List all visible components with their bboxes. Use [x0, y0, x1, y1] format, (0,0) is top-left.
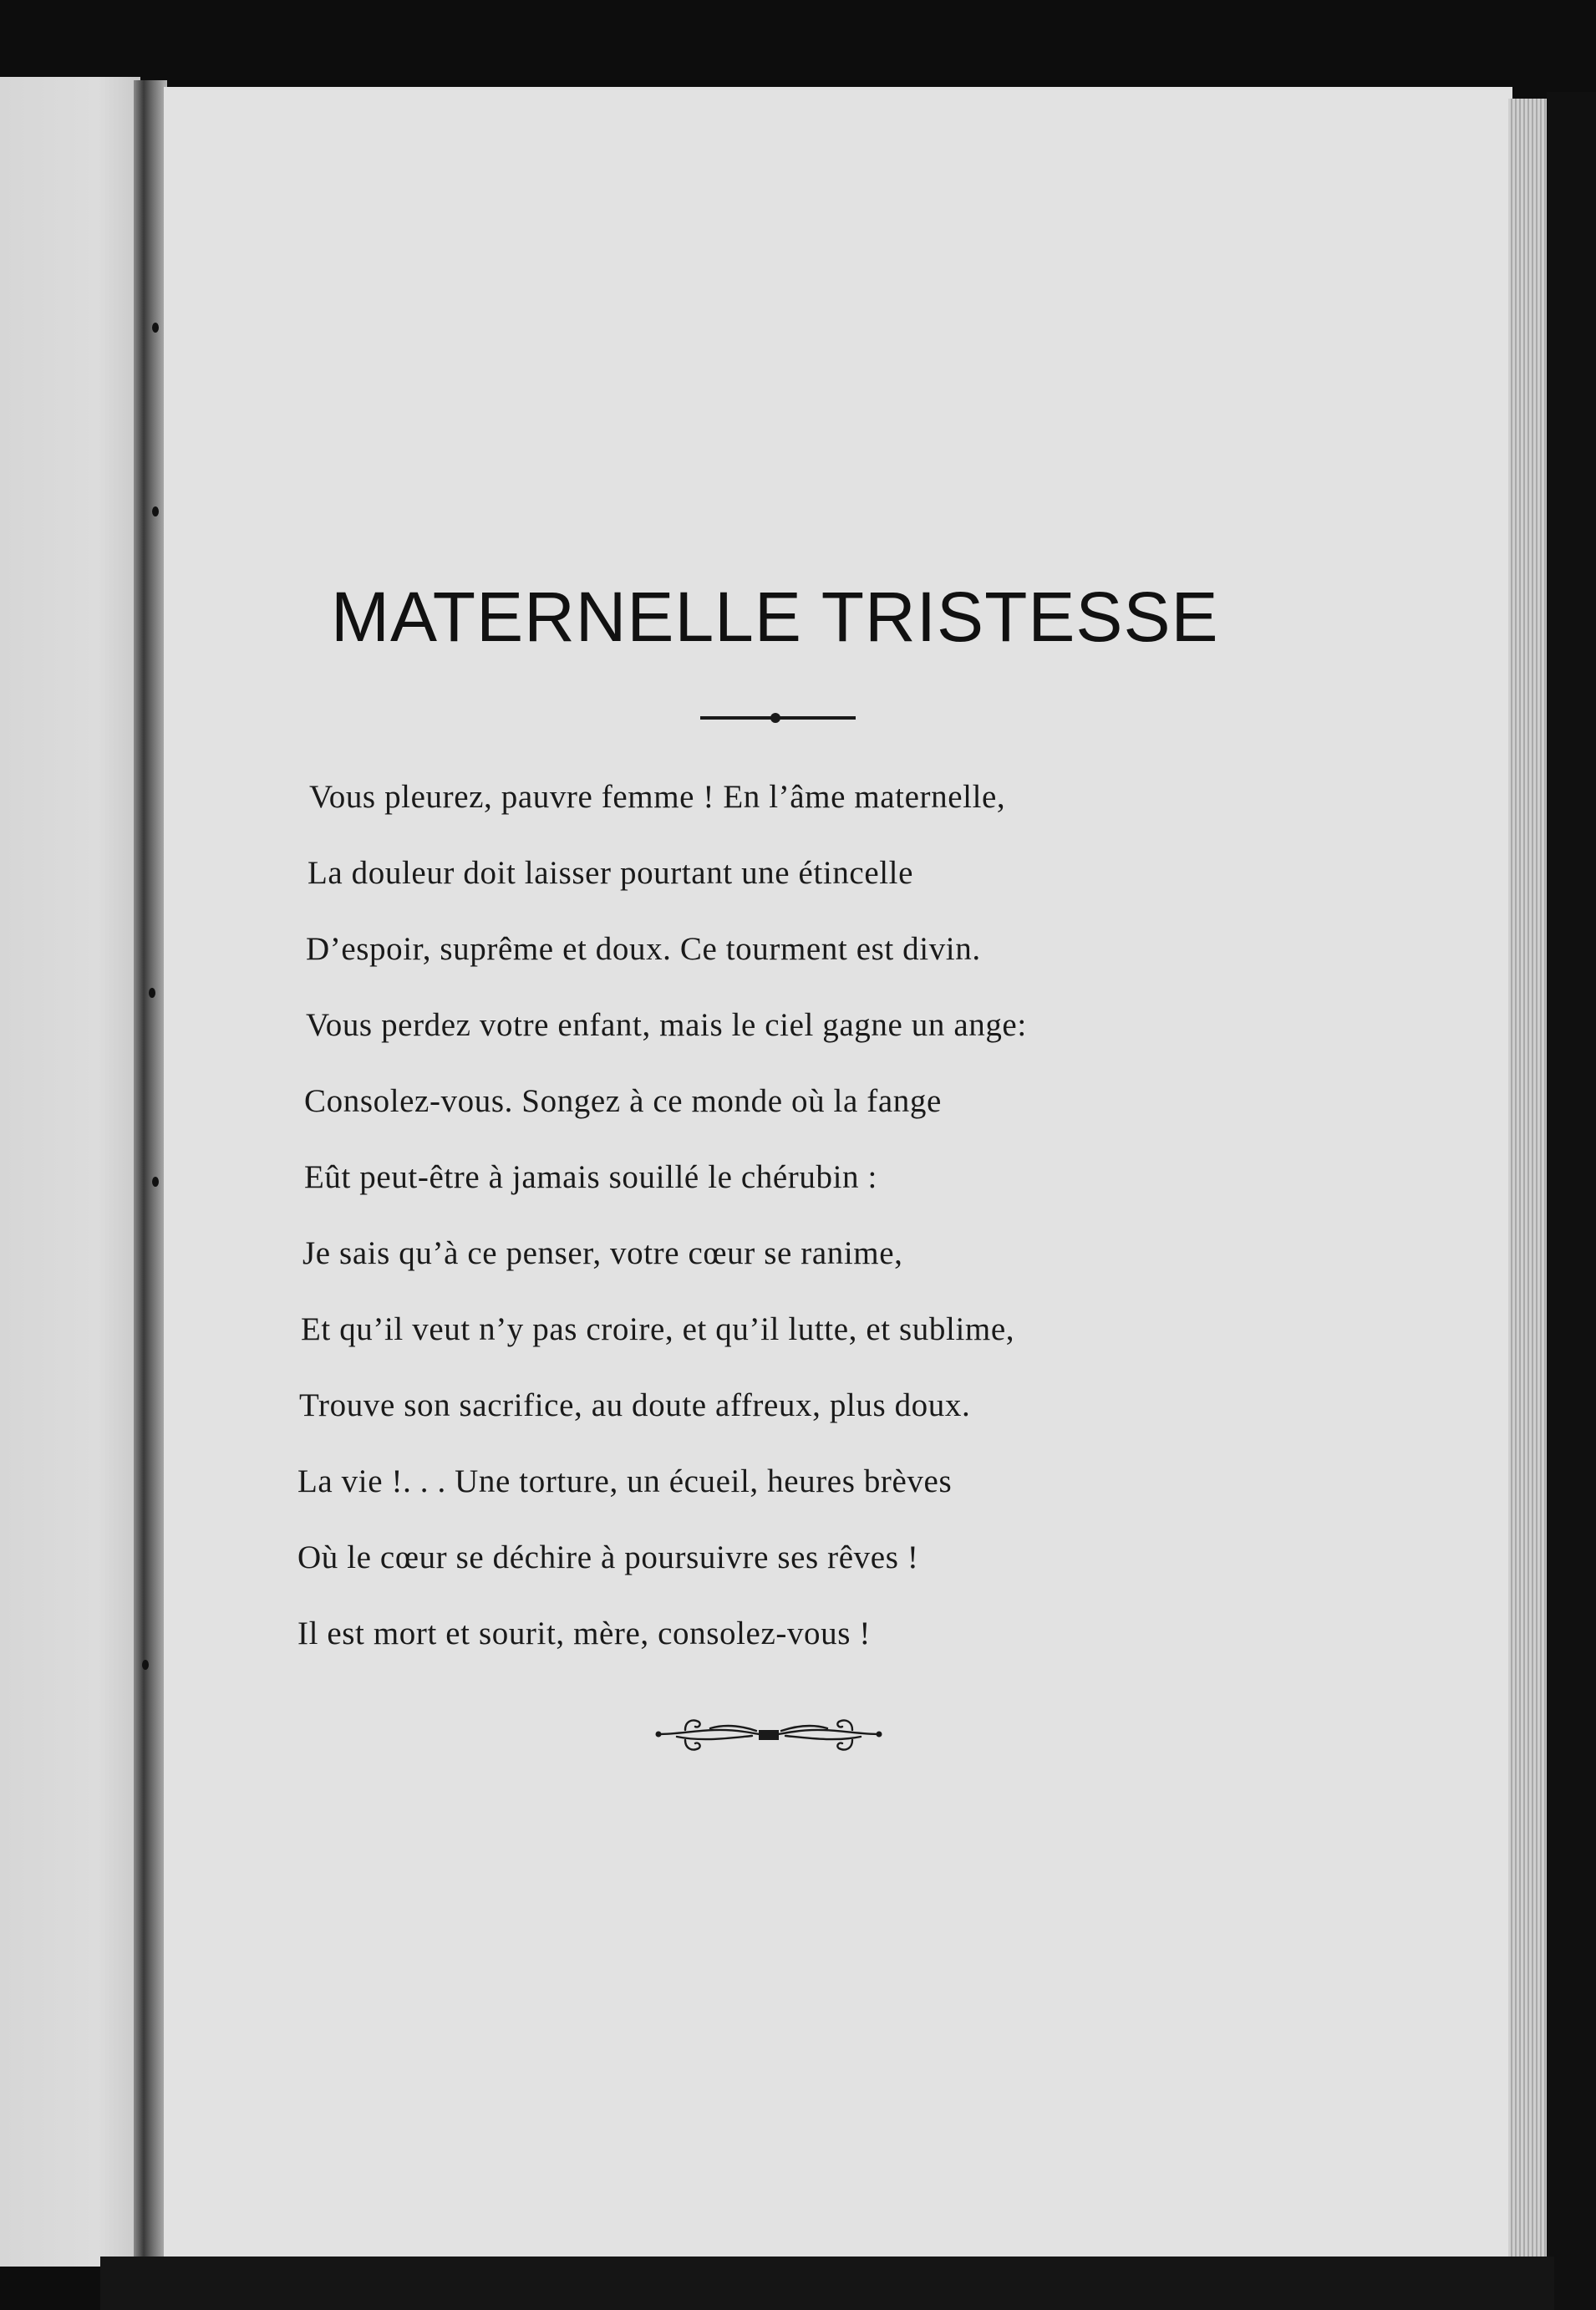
scan-bottom-border: [100, 2257, 1554, 2310]
page-stack-edge: [1508, 99, 1547, 2268]
poem-title: MATERNELLE TRISTESSE: [331, 578, 1219, 656]
poem-body: [297, 759, 1250, 1671]
book-gutter: [134, 80, 167, 2262]
poem-line: Vous perdez votre enfant, mais le ciel gagne un ange:: [306, 1007, 1027, 1043]
poem-line: Eût peut-être à jamais souillé le chérubin :: [304, 1159, 877, 1195]
poem-line: Il est mort et sourit, mère, consolez-vous !: [297, 1615, 871, 1651]
gutter-mark: [149, 988, 155, 998]
poem-line: Consolez-vous. Songez à ce monde où la fange: [304, 1083, 942, 1119]
gutter-mark: [152, 506, 159, 516]
poem-line: Et qu’il veut n’y pas croire, et qu’il lutte, et sublime,: [301, 1311, 1015, 1347]
poem-line: D’espoir, suprême et doux. Ce tourment est divin.: [306, 931, 981, 967]
gutter-mark: [152, 1177, 159, 1187]
poem-line: La vie !. . . Une torture, un écueil, heures brèves: [297, 1463, 953, 1499]
poem-line: La douleur doit laisser pourtant une étincelle: [308, 855, 914, 891]
poem-line: Où le cœur se déchire à poursuivre ses rêves !: [297, 1539, 919, 1575]
title-rule-dot: [770, 713, 780, 723]
gutter-mark: [142, 1660, 149, 1670]
poem-line: Je sais qu’à ce penser, votre cœur se ranime,: [302, 1235, 903, 1271]
poem-line: Trouve son sacrifice, au doute affreux, plus doux.: [299, 1387, 971, 1423]
poem-line: Vous pleurez, pauvre femme ! En l’âme maternelle,: [309, 779, 1006, 815]
facing-page-edge: [0, 77, 140, 2267]
scan-border: [1547, 92, 1596, 2310]
ornament-flourish: [652, 1705, 886, 1763]
gutter-mark: [152, 323, 159, 333]
